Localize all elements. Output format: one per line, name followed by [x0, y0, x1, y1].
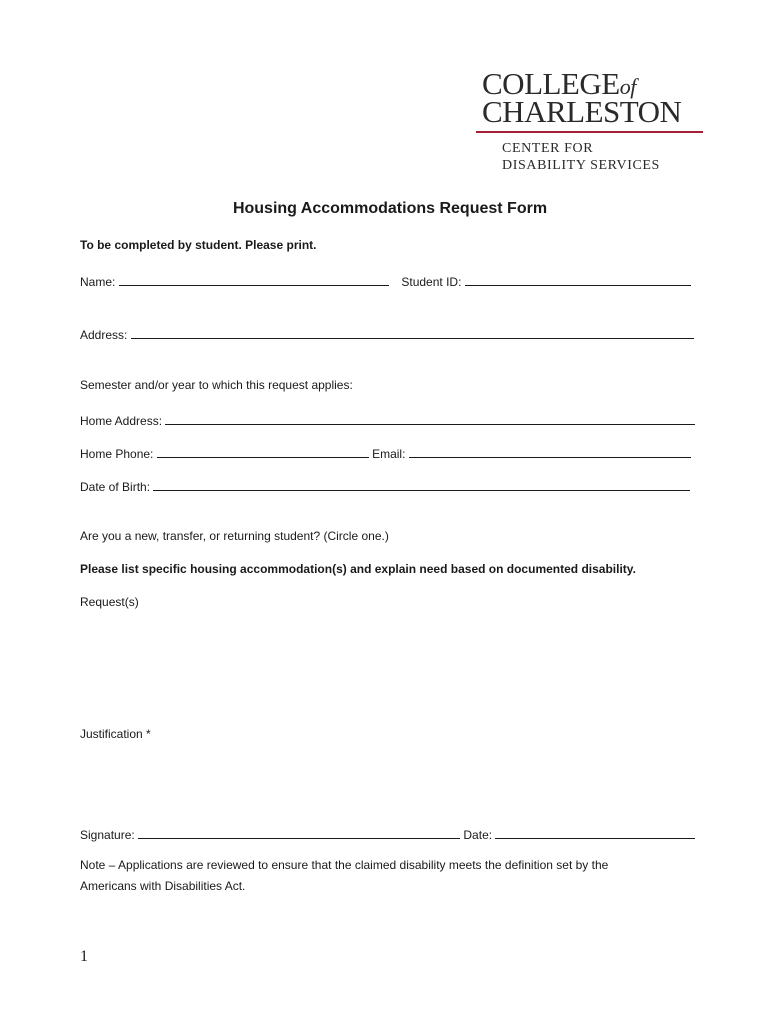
page-number: 1	[80, 948, 88, 965]
address-row	[80, 325, 694, 343]
logo-divider	[476, 131, 703, 133]
phone-email-row	[80, 444, 691, 462]
home-address-label: Home Address:	[80, 414, 163, 428]
dob-field[interactable]	[153, 477, 690, 491]
student-id-label: Student ID:	[401, 275, 462, 289]
student-type-question: Are you a new, transfer, or returning student? (Circle one.)	[80, 529, 389, 543]
address-label: Address:	[80, 328, 128, 342]
date-label: Date:	[463, 828, 493, 842]
instructions: To be completed by student. Please print.	[80, 238, 317, 252]
college-logo	[474, 68, 704, 176]
signature-field[interactable]	[138, 825, 460, 839]
justification-label: Justification *	[80, 727, 151, 741]
home-address-field[interactable]	[165, 411, 695, 425]
signature-row	[80, 825, 695, 843]
logo-of-text: of	[619, 74, 636, 99]
date-field[interactable]	[495, 825, 695, 839]
name-field[interactable]	[119, 272, 389, 286]
dob-label: Date of Birth:	[80, 480, 151, 494]
student-id-field[interactable]	[465, 272, 691, 286]
name-row	[80, 272, 691, 290]
home-phone-field[interactable]	[157, 444, 369, 458]
logo-charleston-text: CHARLESTON	[482, 94, 682, 129]
home-phone-label: Home Phone:	[80, 447, 154, 461]
home-address-row	[80, 411, 695, 429]
signature-label: Signature:	[80, 828, 135, 842]
address-field[interactable]	[131, 325, 694, 339]
dob-row	[80, 477, 690, 495]
logo-center-text: CENTER FOR	[502, 141, 594, 156]
email-field[interactable]	[409, 444, 691, 458]
semester-label: Semester and/or year to which this request applies:	[80, 378, 353, 392]
requests-label: Request(s)	[80, 595, 139, 609]
note-line-2: Americans with Disabilities Act.	[80, 879, 246, 893]
accommodation-prompt: Please list specific housing accommodation(s) and explain need based on documented disability.	[80, 562, 636, 576]
form-title: Housing Accommodations Request Form	[232, 200, 548, 217]
note-line-1: Note – Applications are reviewed to ensure that the claimed disability meets the definition set by the	[80, 858, 609, 872]
name-label: Name:	[80, 275, 116, 289]
email-label: Email:	[372, 447, 406, 461]
logo-services-text: DISABILITY SERVICES	[502, 158, 660, 173]
logo-college-text: COLLEGE	[482, 66, 620, 101]
